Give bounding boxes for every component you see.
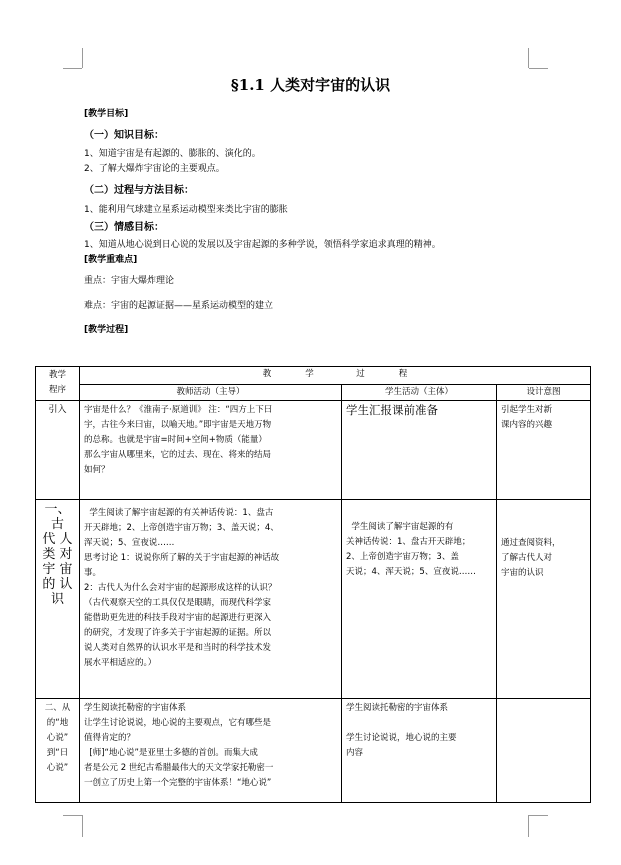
teacher-line: 的研究，才发现了许多关于宇宙起源的证据。所以 [84, 628, 272, 638]
intent-header: 设计意图 [497, 384, 591, 401]
table-row [36, 401, 591, 500]
process-header: 教 学 过 程 [80, 367, 591, 385]
table-row [36, 699, 591, 803]
intent-cell [497, 699, 591, 803]
knowledge-item: 2、了解大爆炸宇宙论的主要观点。 [84, 164, 225, 174]
teacher-line: 能借助更先进的科技手段对宇宙的起源进行更深入 [84, 613, 272, 623]
spacer [346, 716, 492, 731]
emotion-heading: （三）情感目标： [84, 222, 164, 233]
key-point: 重点：宇宙大爆炸理论 [84, 276, 175, 286]
student-line: 2、上帝创造宇宙万物；3、盖 [346, 552, 459, 562]
teacher-line: 宇，古往今来曰宙，以喻天地。”即宇宙是天地万物 [84, 420, 272, 430]
emotion-item: 1、知道从地心说到日心说的发展以及宇宙起源的多种学说，领悟科学家追求真理的精神。 [84, 240, 441, 250]
crop-mark-top-right [528, 48, 529, 68]
teacher-line: 一创立了历史上第一个完整的宇宙体系！“地心说” [84, 778, 272, 788]
teacher-line: 浑天说；5、宣夜说…… [84, 538, 175, 548]
difficult-point: 难点：宇宙的起源证据——星系运动模型的建立 [84, 301, 274, 311]
stage-cell [36, 500, 80, 699]
teacher-line: 学生阅读了解宇宙起源的有关神话传说：1、盘古 [84, 508, 274, 518]
teacher-line: 宇宙是什么？《淮南子·原道训》 注：“四方上下曰 [84, 405, 273, 415]
process-heading: （二）过程与方法目标： [84, 185, 194, 196]
teacher-line: 2：古代人为什么会对宇宙的起源形成这样的认识？ [84, 583, 277, 593]
intent-cell [497, 500, 591, 699]
stage-line: 二、从 [44, 703, 71, 713]
stage-line: 宇 宙 [42, 562, 73, 577]
crop-mark-bottom-left [82, 815, 83, 837]
process-title: [教学过程] [84, 325, 129, 335]
teacher-line: 学生阅读托勒密的宇宙体系 [84, 703, 187, 713]
teacher-line: 让学生讨论说说，地心说的主要观点，它有哪些是 [84, 718, 272, 728]
teacher-line: 的总称。也就是宇宙=时间+空间+物质（能量） [84, 435, 267, 445]
teacher-header: 教师活动（主导） [80, 384, 342, 401]
crop-mark-bottom-left [63, 815, 82, 816]
stage-line: 代 人 [42, 532, 73, 547]
stage-line: 到“日 [46, 748, 69, 758]
stage-line: 识 [50, 592, 64, 607]
student-cell [342, 699, 497, 803]
stage-header-line: 程序 [48, 385, 66, 395]
intent-line: 课内容的兴趣 [501, 420, 553, 430]
intent-line: 通过查阅资料， [501, 538, 561, 548]
stage-line: 的 认 [42, 577, 73, 592]
process-item: 1、能利用气球建立星系运动模型来类比宇宙的膨胀 [84, 205, 288, 215]
student-line: 学生阅读了解宇宙起源的有 [346, 522, 454, 532]
stage-line: 的“地 [46, 718, 69, 728]
crop-mark-top-left [63, 68, 82, 69]
teacher-cell [80, 500, 342, 699]
student-header: 学生活动（主体） [342, 384, 497, 401]
lesson-plan-table [35, 366, 591, 803]
teacher-line: 思考讨论 1：说说你所了解的关于宇宙起源的神话故 [84, 553, 280, 563]
student-line: 学生讨论说说，地心说的主要 [346, 733, 457, 743]
student-cell: 学生汇报课前准备 [342, 401, 497, 500]
crop-mark-top-right [529, 68, 548, 69]
teacher-line: 值得肯定的？ [84, 733, 136, 743]
crop-mark-top-left [82, 48, 83, 68]
intent-cell [497, 401, 591, 500]
stage-line: 类 对 [42, 547, 73, 562]
goals-heading: [教学目标] [84, 109, 129, 119]
stage-cell [36, 699, 80, 803]
teacher-line: 如何？ [84, 465, 110, 475]
stage-line: 心说” [46, 763, 69, 773]
student-line: 天说；4、浑天说；5、宣夜说…… [346, 567, 476, 577]
stage-header-line: 教学 [48, 370, 66, 380]
key-heading: [教学重难点] [84, 255, 138, 265]
teacher-line: 说人类对自然界的认识水平是和当时的科学技术发 [84, 643, 272, 653]
student-line: 内容 [346, 748, 364, 758]
stage-line: 一、古 [44, 502, 71, 532]
teacher-line: 事。 [84, 568, 102, 578]
crop-mark-bottom-right [528, 815, 529, 837]
teacher-line: （古代观察天空的工具仅仅是眼睛，而现代科学家 [84, 598, 272, 608]
intent-line: 引起学生对新 [501, 405, 553, 415]
teacher-line: 者是公元 2 世纪古希腊最伟大的天文学家托勒密一 [84, 763, 274, 773]
knowledge-item: 1、知道宇宙是有起源的、膨胀的、演化的。 [84, 149, 261, 159]
stage-cell: 引入 [36, 401, 80, 500]
intent-line: 了解古代人对 [501, 553, 553, 563]
teacher-cell [80, 699, 342, 803]
intent-line: 宇宙的认识 [501, 568, 544, 578]
student-cell [342, 500, 497, 699]
teacher-line: 那么宇宙从哪里来，它的过去、现在、将来的结局 [84, 450, 272, 460]
student-line: 学生阅读托勒密的宇宙体系 [346, 703, 449, 713]
knowledge-heading: （一）知识目标： [84, 130, 164, 141]
student-line: 关神话传说：1、盘古开天辟地； [346, 537, 471, 547]
teacher-line: 展水平相适应的。） [84, 658, 157, 668]
stage-line: 心说” [46, 733, 69, 743]
crop-mark-bottom-right [529, 815, 548, 816]
teacher-line: [师]“地心说”是亚里士多德的首创。而集大成 [84, 748, 258, 758]
teacher-cell [80, 401, 342, 500]
stage-header [36, 367, 80, 401]
table-row [36, 500, 591, 699]
page-title: §1.1 人类对宇宙的认识 [230, 76, 391, 94]
teacher-line: 开天辟地；2、上帝创造宇宙万物；3、盖天说；4、 [84, 523, 279, 533]
